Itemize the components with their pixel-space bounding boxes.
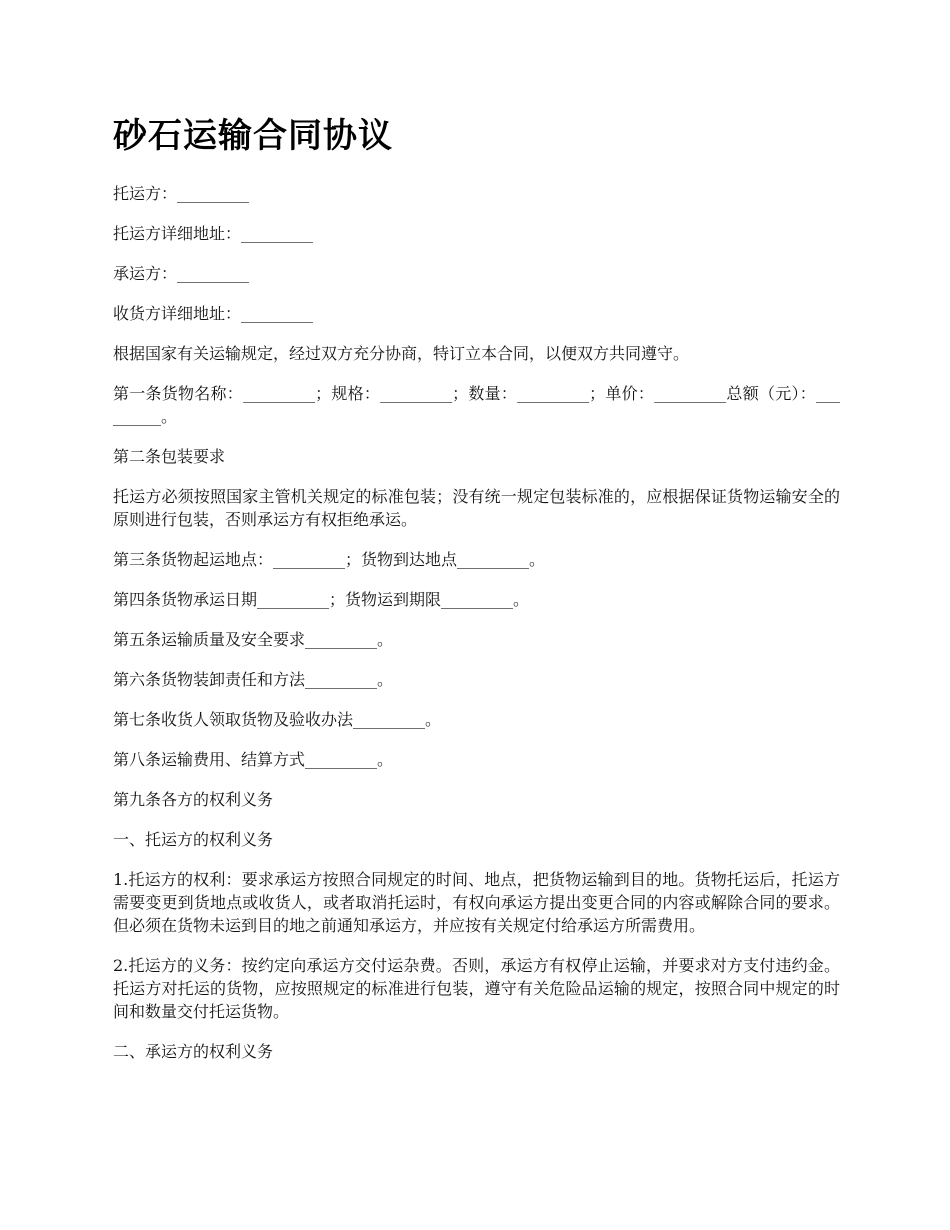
article-7-acceptance: 第七条收货人领取货物及验收办法_________。 [113,710,442,729]
carrier-rights-heading: 二、承运方的权利义务 [113,1042,274,1061]
article-3-locations: 第三条货物起运地点：_________；货物到达地点_________。 [113,550,546,569]
carrier-field: 承运方：_________ [113,264,250,283]
article-2-heading: 第二条包装要求 [113,447,226,466]
document-title: 砂石运输合同协议 [113,116,393,156]
article-1-goods: 第一条货物名称：_________；规格：_________；数量：_________；单价：_________总额（元）：_________。 [113,384,840,426]
shipper-rights-paragraph: 1.托运方的权利：要求承运方按照合同规定的时间、地点，把货物运输到目的地。货物托运后，托运方需要变更到货地点或收货人，或者取消托运时，有权向承运方提出变更合同的内容或解除合同的要求。但必须在货物未运到目的地之前通知承运方，并应按有关规定付给承运方所需费用。 [113,870,840,935]
article-8-fees: 第八条运输费用、结算方式_________。 [113,750,394,769]
shipper-rights-heading: 一、托运方的权利义务 [113,830,274,849]
article-6-loading: 第六条货物装卸责任和方法_________。 [113,670,394,689]
shipper-address-field: 托运方详细地址：_________ [113,224,314,243]
preamble-paragraph: 根据国家有关运输规定，经过双方充分协商，特订立本合同，以便双方共同遵守。 [113,344,690,363]
shipper-field: 托运方：_________ [113,184,250,203]
article-5-quality: 第五条运输质量及安全要求_________。 [113,630,394,649]
consignee-address-field: 收货方详细地址：_________ [113,304,314,323]
article-4-dates: 第四条货物承运日期_________；货物运到期限_________。 [113,590,530,609]
shipper-duties-paragraph: 2.托运方的义务：按约定向承运方交付运杂费。否则，承运方有权停止运输，并要求对方支付违约金。托运方对托运的货物，应按照规定的标准进行包装，遵守有关危险品运输的规定，按照合同中规定的时间和数量交付托运货物。 [113,956,840,1021]
document-page [113,112,840,1080]
article-2-packaging-text: 托运方必须按照国家主管机关规定的标准包装；没有统一规定包装标准的，应根据保证货物运输安全的原则进行包装，否则承运方有权拒绝承运。 [113,487,840,529]
article-9-heading: 第九条各方的权利义务 [113,790,274,809]
